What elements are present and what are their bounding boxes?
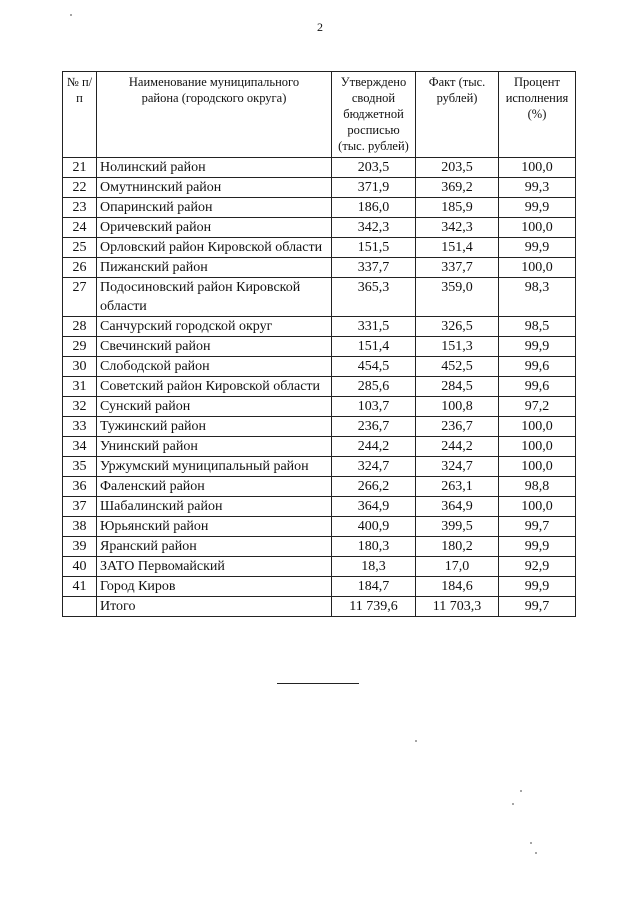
fact-amount: 236,7 <box>416 417 499 437</box>
table-row <box>63 477 576 497</box>
approved-amount: 151,5 <box>332 238 416 258</box>
approved-amount: 186,0 <box>332 198 416 218</box>
execution-percent: 98,3 <box>499 278 576 317</box>
row-number: 31 <box>63 377 97 397</box>
execution-percent: 100,0 <box>499 258 576 278</box>
header-percent: Процент исполнения (%) <box>499 72 576 158</box>
district-name: Оричевский район <box>97 218 332 238</box>
scan-speck <box>415 740 417 742</box>
district-name: Яранский район <box>97 537 332 557</box>
district-name: Свечинский район <box>97 337 332 357</box>
execution-percent: 99,9 <box>499 577 576 597</box>
header-approved: Утверждено сводной бюджетной росписью (тыс. рублей) <box>332 72 416 158</box>
fact-amount: 203,5 <box>416 158 499 178</box>
row-number <box>63 597 97 617</box>
district-name: ЗАТО Первомайский <box>97 557 332 577</box>
approved-amount: 180,3 <box>332 537 416 557</box>
district-name: Орловский район Кировской области <box>97 238 332 258</box>
district-name: Пижанский район <box>97 258 332 278</box>
approved-amount: 18,3 <box>332 557 416 577</box>
approved-amount: 11 739,6 <box>332 597 416 617</box>
table-header-row <box>63 72 576 158</box>
table-row <box>63 597 576 617</box>
execution-percent: 100,0 <box>499 437 576 457</box>
approved-amount: 342,3 <box>332 218 416 238</box>
fact-amount: 184,6 <box>416 577 499 597</box>
fact-amount: 369,2 <box>416 178 499 198</box>
fact-amount: 11 703,3 <box>416 597 499 617</box>
row-number: 39 <box>63 537 97 557</box>
approved-amount: 454,5 <box>332 357 416 377</box>
row-number: 34 <box>63 437 97 457</box>
district-name: Сунский район <box>97 397 332 417</box>
execution-percent: 99,9 <box>499 537 576 557</box>
approved-amount: 285,6 <box>332 377 416 397</box>
row-number: 38 <box>63 517 97 537</box>
row-number: 27 <box>63 278 97 317</box>
fact-amount: 326,5 <box>416 317 499 337</box>
fact-amount: 337,7 <box>416 258 499 278</box>
fact-amount: 100,8 <box>416 397 499 417</box>
approved-amount: 236,7 <box>332 417 416 437</box>
fact-amount: 324,7 <box>416 457 499 477</box>
execution-percent: 100,0 <box>499 497 576 517</box>
row-number: 21 <box>63 158 97 178</box>
table-row <box>63 357 576 377</box>
district-name: Слободской район <box>97 357 332 377</box>
table-row <box>63 218 576 238</box>
table-body <box>63 158 576 617</box>
execution-percent: 99,6 <box>499 357 576 377</box>
district-name: Унинский район <box>97 437 332 457</box>
row-number: 22 <box>63 178 97 198</box>
execution-percent: 98,8 <box>499 477 576 497</box>
execution-percent: 99,9 <box>499 238 576 258</box>
header-name: Наименование муниципального района (городского округа) <box>97 72 332 158</box>
execution-percent: 99,6 <box>499 377 576 397</box>
approved-amount: 371,9 <box>332 178 416 198</box>
approved-amount: 400,9 <box>332 517 416 537</box>
table-row <box>63 557 576 577</box>
table-row <box>63 158 576 178</box>
fact-amount: 17,0 <box>416 557 499 577</box>
execution-percent: 98,5 <box>499 317 576 337</box>
row-number: 23 <box>63 198 97 218</box>
district-name: Опаринский район <box>97 198 332 218</box>
row-number: 25 <box>63 238 97 258</box>
row-number: 26 <box>63 258 97 278</box>
fact-amount: 452,5 <box>416 357 499 377</box>
row-number: 29 <box>63 337 97 357</box>
approved-amount: 331,5 <box>332 317 416 337</box>
fact-amount: 180,2 <box>416 537 499 557</box>
execution-percent: 92,9 <box>499 557 576 577</box>
row-number: 30 <box>63 357 97 377</box>
district-name: Шабалинский район <box>97 497 332 517</box>
approved-amount: 337,7 <box>332 258 416 278</box>
table-row <box>63 258 576 278</box>
table-row <box>63 397 576 417</box>
fact-amount: 151,4 <box>416 238 499 258</box>
fact-amount: 185,9 <box>416 198 499 218</box>
execution-percent: 100,0 <box>499 457 576 477</box>
table-row <box>63 377 576 397</box>
fact-amount: 364,9 <box>416 497 499 517</box>
district-name: Советский район Кировской области <box>97 377 332 397</box>
table-row <box>63 417 576 437</box>
table-row <box>63 198 576 218</box>
fact-amount: 151,3 <box>416 337 499 357</box>
execution-percent: 99,9 <box>499 337 576 357</box>
header-num: № п/п <box>63 72 97 158</box>
fact-amount: 342,3 <box>416 218 499 238</box>
row-number: 36 <box>63 477 97 497</box>
approved-amount: 324,7 <box>332 457 416 477</box>
execution-percent: 99,7 <box>499 597 576 617</box>
scan-speck <box>70 14 72 16</box>
table-row <box>63 517 576 537</box>
execution-percent: 97,2 <box>499 397 576 417</box>
approved-amount: 244,2 <box>332 437 416 457</box>
row-number: 37 <box>63 497 97 517</box>
table-row <box>63 577 576 597</box>
approved-amount: 364,9 <box>332 497 416 517</box>
scan-speck <box>535 852 537 854</box>
execution-percent: 99,3 <box>499 178 576 198</box>
row-number: 28 <box>63 317 97 337</box>
row-number: 32 <box>63 397 97 417</box>
approved-amount: 184,7 <box>332 577 416 597</box>
execution-percent: 100,0 <box>499 417 576 437</box>
scan-speck <box>530 842 532 844</box>
table-row <box>63 278 576 317</box>
district-name: Нолинский район <box>97 158 332 178</box>
approved-amount: 266,2 <box>332 477 416 497</box>
separator-line <box>277 683 359 684</box>
row-number: 40 <box>63 557 97 577</box>
budget-execution-table <box>62 71 576 617</box>
row-number: 41 <box>63 577 97 597</box>
execution-percent: 99,9 <box>499 198 576 218</box>
scan-speck <box>520 790 522 792</box>
row-number: 33 <box>63 417 97 437</box>
fact-amount: 359,0 <box>416 278 499 317</box>
execution-percent: 100,0 <box>499 158 576 178</box>
fact-amount: 284,5 <box>416 377 499 397</box>
district-name: Город Киров <box>97 577 332 597</box>
table-row <box>63 178 576 198</box>
execution-percent: 100,0 <box>499 218 576 238</box>
table-row <box>63 497 576 517</box>
district-name: Санчурский городской округ <box>97 317 332 337</box>
approved-amount: 151,4 <box>332 337 416 357</box>
district-name: Тужинский район <box>97 417 332 437</box>
district-name: Подосиновский район Кировской области <box>97 278 332 317</box>
table-row <box>63 317 576 337</box>
fact-amount: 244,2 <box>416 437 499 457</box>
fact-amount: 263,1 <box>416 477 499 497</box>
district-name: Уржумский муниципальный район <box>97 457 332 477</box>
execution-percent: 99,7 <box>499 517 576 537</box>
district-name: Фаленский район <box>97 477 332 497</box>
approved-amount: 203,5 <box>332 158 416 178</box>
header-fact: Факт (тыс. рублей) <box>416 72 499 158</box>
row-number: 35 <box>63 457 97 477</box>
table-row <box>63 337 576 357</box>
page-number: 2 <box>317 20 323 34</box>
fact-amount: 399,5 <box>416 517 499 537</box>
district-name: Омутнинский район <box>97 178 332 198</box>
district-name: Итого <box>97 597 332 617</box>
table-row <box>63 537 576 557</box>
scan-speck <box>512 803 514 805</box>
row-number: 24 <box>63 218 97 238</box>
approved-amount: 103,7 <box>332 397 416 417</box>
table-row <box>63 238 576 258</box>
table-row <box>63 457 576 477</box>
district-name: Юрьянский район <box>97 517 332 537</box>
approved-amount: 365,3 <box>332 278 416 317</box>
table-row <box>63 437 576 457</box>
